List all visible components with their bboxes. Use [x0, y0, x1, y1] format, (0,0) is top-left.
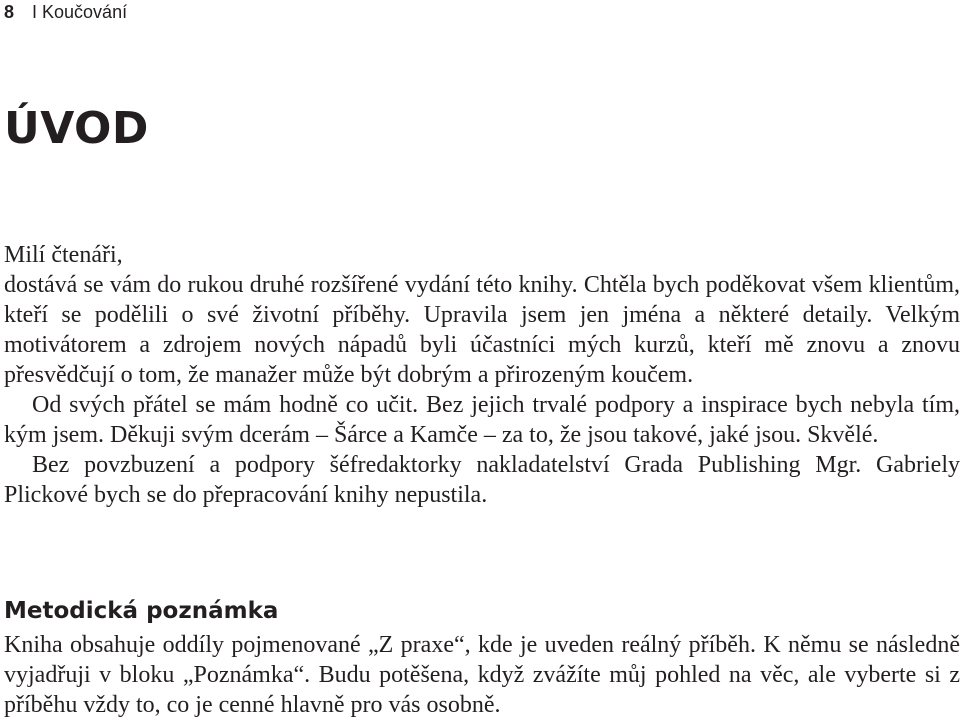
intro-paragraph: Od svých přátel se mám hodně co učit. Bez jejich trvalé podpory a inspirace bych nebyla tím, kým jsem. Děkuji svým dcerám – Šárce a Kamče – za to, že jsou takové, jaké jsou. Skvělé.	[4, 392, 960, 448]
intro-section	[4, 240, 960, 510]
running-header	[4, 0, 127, 24]
methodical-note-section	[4, 630, 960, 720]
page-number: 8	[4, 2, 15, 22]
running-header-chapter: I Koučování	[32, 2, 128, 22]
chapter-title: ÚVOD	[4, 103, 149, 154]
intro-paragraph: dostává se vám do rukou druhé rozšířené vydání této knihy. Chtěla bych poděkovat všem klientům, kteří se podělili o své životní příběhy. Upravila jsem jen jména a některé detaily. Velkým motivátorem a zdrojem nových nápadů byli účastníci mých kurzů, kteří mě znovu a znovu přesvědčují o tom, že manažer může být dobrým a přirozeným koučem.	[4, 272, 960, 388]
intro-paragraph: Bez povzbuzení a podpory šéfredaktorky nakladatelství Grada Publishing Mgr. Gabriely Plickové bych se do přepracování knihy nepustila.	[4, 452, 960, 508]
section-heading: Metodická poznámka	[4, 598, 279, 624]
salutation: Milí čtenáři,	[4, 242, 123, 268]
note-paragraph: Kniha obsahuje oddíly pojmenované „Z praxe“, kde je uveden reálný příběh. K němu se následně vyjadřuji v bloku „Poznámka“. Budu potěšena, když zvážíte můj pohled na věc, ale vyberte si z příběhu vždy to, co je cenné hlavně pro vás osobně.	[4, 632, 960, 718]
